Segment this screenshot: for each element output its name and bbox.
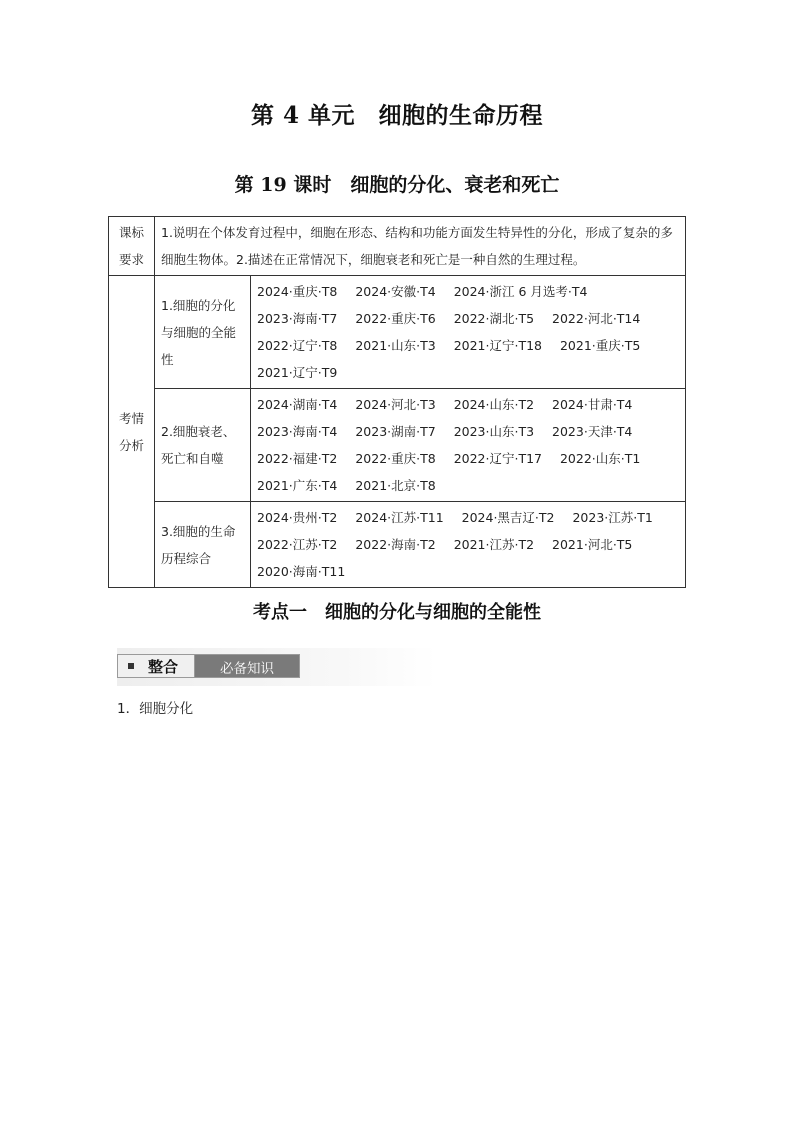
exam-reference: 2021·重庆·T5 [559,338,641,353]
exam-reference: 2022·海南·T2 [355,537,436,552]
exam-reference: 2024·江苏·T11 [355,510,444,525]
exam-reference: 2022·湖北·T5 [453,311,535,326]
exam-reference: 2021·河北·T5 [552,537,633,552]
exam-reference: 2024·重庆·T8 [257,284,338,299]
exam-reference: 2020·海南·T11 [257,564,346,579]
exam-reference: 2023·山东·T3 [453,424,535,439]
exam-reference: 2023·江苏·T1 [572,510,653,525]
exam-info-table [108,216,686,588]
unit-title: 第 4 单元 细胞的生命历程 [250,102,544,129]
topic-row [109,502,686,588]
exam-reference: 2024·浙江 6 月选考·T4 [453,284,588,299]
exam-reference: 2022·福建·T2 [257,451,338,466]
topic-row [109,276,686,389]
exam-reference: 2022·江苏·T2 [257,537,338,552]
lesson-title: 第 19 课时 细胞的分化、衰老和死亡 [234,174,560,196]
exam-reference: 2023·海南·T7 [257,311,338,326]
banner-secondary-box [194,654,300,678]
topic-entries [251,389,686,502]
requirements-row [109,217,686,276]
exam-reference: 2021·辽宁·T9 [257,365,338,380]
exam-reference: 2021·广东·T4 [257,478,338,493]
section-heading: 1．细胞分化 [117,701,194,717]
exam-reference: 2022·重庆·T8 [355,451,436,466]
section-banner [117,648,437,686]
requirements-label: 课标要求 [109,217,155,276]
exam-point-title: 考点一 细胞的分化与细胞的全能性 [253,602,541,623]
topic-name: 1.细胞的分化与细胞的全能性 [155,276,251,389]
exam-reference: 2022·辽宁·T17 [453,451,542,466]
exam-reference: 2023·湖南·T7 [355,424,436,439]
exam-reference: 2022·山东·T1 [559,451,641,466]
requirements-text: 1.说明在个体发育过程中，细胞在形态、结构和功能方面发生特异性的分化，形成了复杂的多细胞生物体。2.描述在正常情况下，细胞衰老和死亡是一种自然的生理过程。 [155,217,686,276]
banner-primary-label: 整合 [148,658,179,676]
topic-name: 3.细胞的生命历程综合 [155,502,251,588]
topic-name: 2.细胞衰老、死亡和自噬 [155,389,251,502]
exam-reference: 2024·贵州·T2 [257,510,338,525]
square-bullet-icon [128,663,134,669]
exam-reference: 2021·山东·T3 [355,338,436,353]
banner-secondary-label: 必备知识 [220,661,274,677]
analysis-label: 考情分析 [109,276,155,588]
exam-reference: 2021·北京·T8 [355,478,436,493]
exam-reference: 2024·湖南·T4 [257,397,338,412]
exam-reference: 2024·黑吉辽·T2 [461,510,555,525]
banner-primary-box [117,654,194,678]
exam-reference: 2022·辽宁·T8 [257,338,338,353]
topic-entries [251,276,686,389]
exam-reference: 2022·河北·T14 [552,311,641,326]
exam-reference: 2022·重庆·T6 [355,311,436,326]
exam-reference: 2024·甘肃·T4 [552,397,633,412]
exam-reference: 2024·山东·T2 [453,397,535,412]
exam-reference: 2024·河北·T3 [355,397,436,412]
topic-entries [251,502,686,588]
exam-reference: 2021·江苏·T2 [453,537,535,552]
exam-reference: 2023·天津·T4 [552,424,633,439]
exam-reference: 2023·海南·T4 [257,424,338,439]
topic-row [109,389,686,502]
exam-reference: 2024·安徽·T4 [355,284,436,299]
exam-reference: 2021·辽宁·T18 [453,338,542,353]
